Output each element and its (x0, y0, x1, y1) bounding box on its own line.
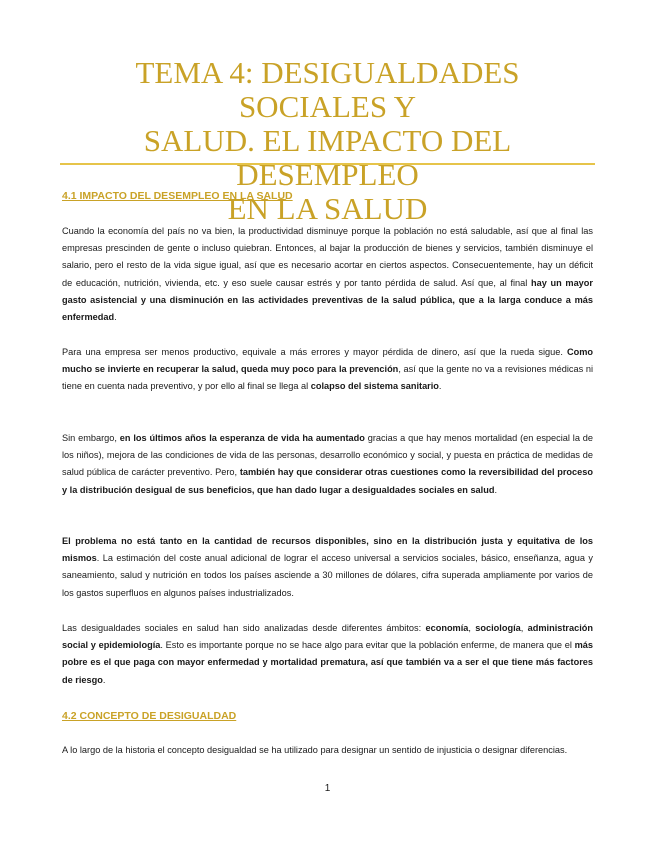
bold-text-run: El problema no está tanto en la cantidad de recursos disponibles, sino en la distribución justa y equitativa de los mismos (62, 536, 593, 564)
bold-text-run: en los últimos años la esperanza de vida ha aumentado (119, 433, 365, 443)
paragraph-3 (62, 430, 593, 499)
text-run: , así que la gente no va a revisiones médicas ni tiene en cuenta nada preventivo, y por ello al final se llega al (62, 364, 594, 392)
bold-text-run: colapso del sistema sanitario (310, 381, 439, 392)
text-run: . La estimación del coste anual adicional de lograr el acceso universal a servicios sociales, básico, enseñanza, agua y saneamiento, salud y nutrición en todos los países asciende a 30 millones de dólares, cifra superada ampliamente por varios de los gastos superfluos en algunos países industrializados. (62, 553, 593, 598)
paragraph-5 (62, 620, 593, 689)
bold-text-run: más pobre es el que paga con mayor enfermedad y mortalidad prematura, así que también va a ser el que tiene más factores de riesgo (62, 640, 593, 685)
section-heading-4-1: 4.1 IMPACTO DEL DESEMPLEO EN LA SALUD (62, 190, 293, 202)
text-run: Para una empresa ser menos productivo, equivale a más errores y mayor pérdida de dinero, así que la rueda sigue. (62, 347, 567, 357)
text-run: Cuando la economía del país no va bien, la productividad disminuye porque la población no está saludable, así que al final las empresas prescinden de gente o incluso quiebran. Entonces, al bajar la producción de bienes y servicios, también disminuye el salario, pero el resto de la vida sigue igual, así que es necesario acortar en ciertos aspectos. Consecuentemente, hay un déficit de educación, nutrición, vivienda, etc. y eso suele causar estrés y por tanto pérdida de salud. Así que, al final (62, 226, 593, 288)
paragraph-1 (62, 223, 593, 326)
paragraph-2 (62, 344, 593, 396)
paragraph-6: A lo largo de la historia el concepto desigualdad se ha utilizado para designar un sentido de injusticia o designar diferencias. (62, 745, 568, 755)
bold-text-run: economía (425, 623, 469, 633)
text-run: . (102, 674, 106, 685)
page-number: 1 (324, 783, 331, 794)
paragraph-4 (62, 533, 593, 602)
title-line-2: SALUD. EL IMPACTO DEL DESEMPLEO (143, 123, 512, 192)
text-run: . (494, 484, 498, 495)
bold-text-run: también hay que considerar otras cuestiones como la reversibilidad del proceso y la distribución desigual de sus beneficios, que han dado lugar a desigualdades sociales en salud (62, 467, 593, 495)
title-line-1: TEMA 4: DESIGUALDADES SOCIALES Y (135, 55, 520, 124)
text-run: . Esto es importante porque no se hace algo para evitar que la población enferme, de manera que el (160, 640, 575, 651)
section-heading-4-2: 4.2 CONCEPTO DE DESIGUALDAD (62, 710, 237, 722)
title-line-3: EN LA SALUD (227, 191, 428, 226)
text-run: gracias a que hay menos mortalidad (en especial la de los niños), mejora de las condiciones de vida de las personas, desarrollo económico y social, y puesta en práctica de medidas de salud pública de carácter preventivo. Pero, (62, 433, 593, 478)
text-run: , (520, 623, 528, 633)
title-divider (60, 163, 595, 165)
text-run: , (468, 623, 476, 633)
bold-text-run: hay un mayor gasto asistencial y una disminución en las actividades preventivas de la salud pública, que a la larga conduce a más enfermedad (62, 277, 593, 323)
bold-text-run: sociología (475, 623, 521, 633)
text-run: Sin embargo, (62, 433, 120, 443)
bold-text-run: administración social y epidemiología (62, 623, 593, 651)
bold-text-run: Como mucho se invierte en recuperar la salud, queda muy poco para la prevención (62, 347, 593, 375)
text-run: . (114, 312, 117, 323)
text-run: Las desigualdades sociales en salud han sido analizadas desde diferentes ámbitos: (62, 623, 426, 633)
text-run: . (438, 381, 442, 392)
